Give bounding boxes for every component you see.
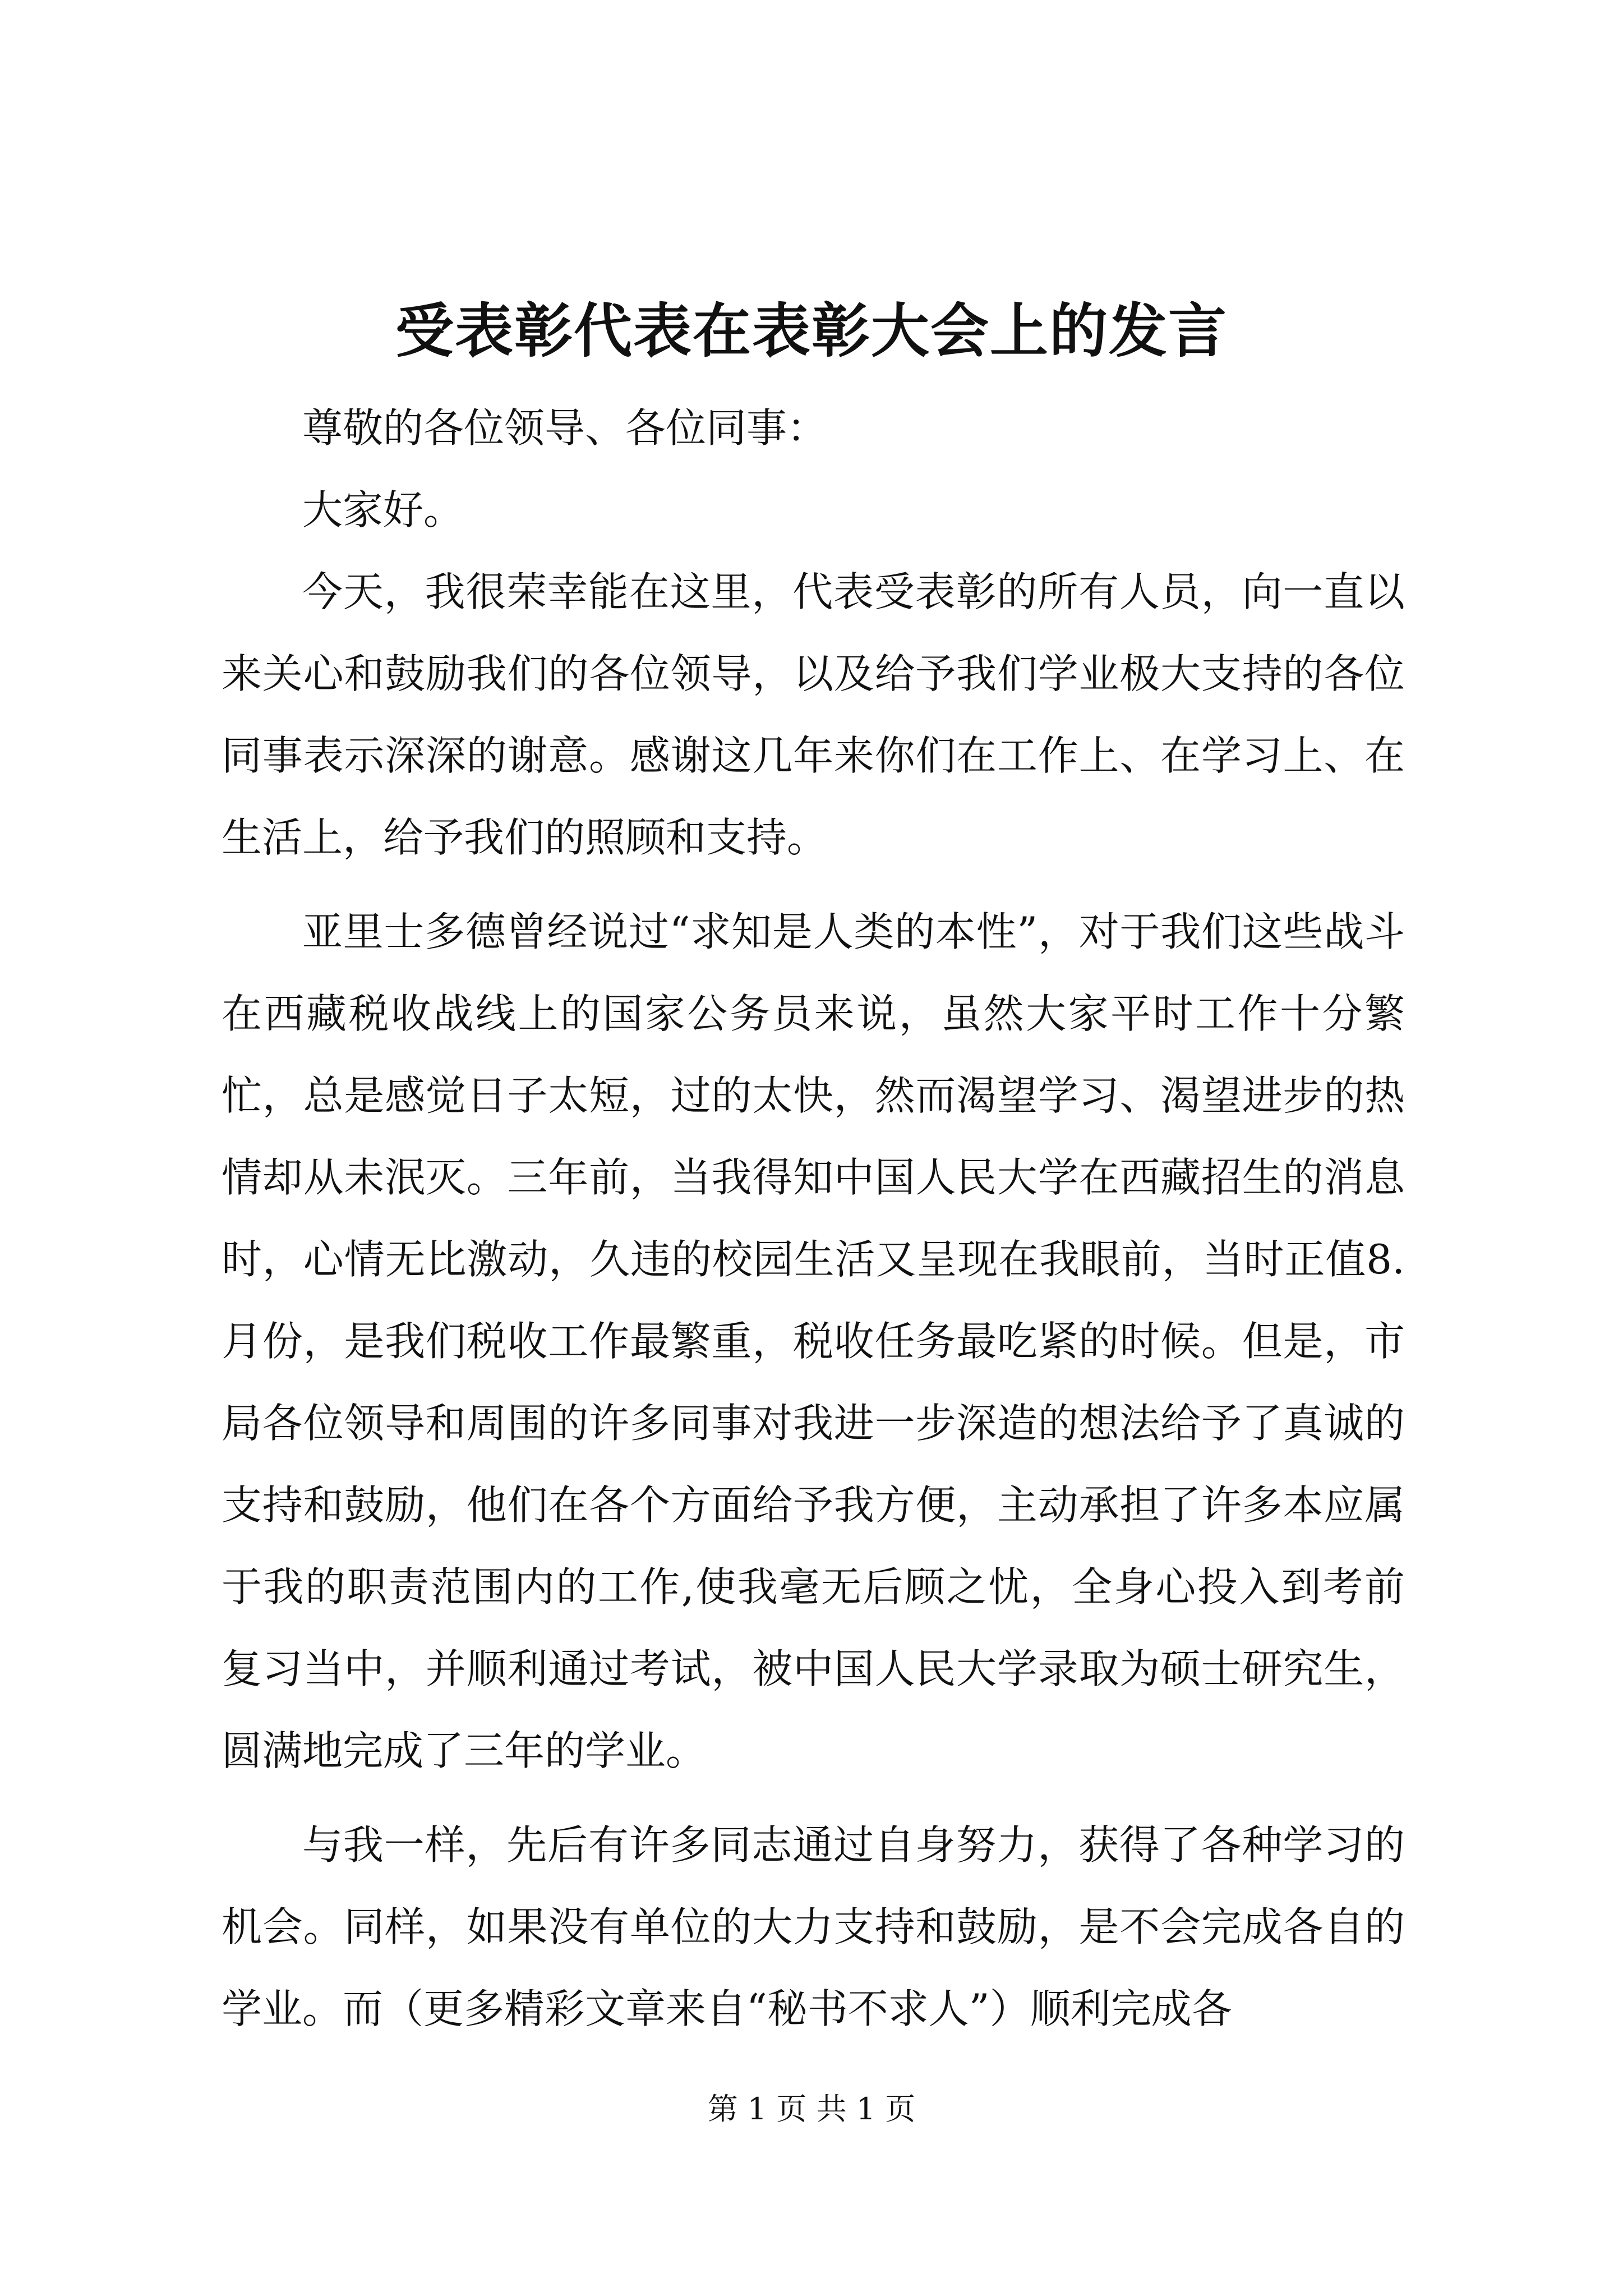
paragraph-study-story: 亚里士多德曾经说过“求知是人类的本性”，对于我们这些战斗在西藏税收战线上的国家公务员来说，虽然大家平时工作十分繁忙，总是感觉日子太短，过的太快，然而渴望学习、渴望进步的热情却从未泯灭。三年前，当我得知中国人民大学在西藏招生的消息时，心情无比激动，久违的校园生活又呈现在我眼前，当时正值8.月份，是我们税收工作最繁重，税收任务最吃紧的时候。但是，市局各位领导和周围的许多同事对我进一步深造的想法给予了真诚的支持和鼓励，他们在各个方面给予我方便，主动承担了许多本应属于我的职责范围内的工作,使我毫无后顾之忧，全身心投入到考前复习当中，并顺利通过考试，被中国人民大学录取为硕士研究生，圆满地完成了三年的学业。 bbox=[222, 908, 1405, 1774]
paragraph-greeting: 大家好。 bbox=[302, 486, 464, 533]
paragraph-colleagues: 与我一样，先后有许多同志通过自身努力，获得了各种学习的机会。同样，如果没有单位的大力支持和鼓励，是不会完成各自的学业。而（更多精彩文章来自“秘书不求人”）顺利完成各 bbox=[222, 1821, 1405, 2032]
paragraph-salutation: 尊敬的各位领导、各位同事： bbox=[302, 404, 828, 452]
document-title: 受表彰代表在表彰大会上的发言 bbox=[395, 296, 1228, 365]
page-number-footer: 第 1 页 共 1 页 bbox=[707, 2091, 916, 2127]
document-body bbox=[222, 387, 1405, 2050]
paragraph-thanks: 今天，我很荣幸能在这里，代表受表彰的所有人员，向一直以来关心和鼓励我们的各位领导，以及给予我们学业极大支持的各位同事表示深深的谢意。感谢这几年来你们在工作上、在学习上、在生活上，给予我们的照顾和支持。 bbox=[222, 568, 1405, 861]
